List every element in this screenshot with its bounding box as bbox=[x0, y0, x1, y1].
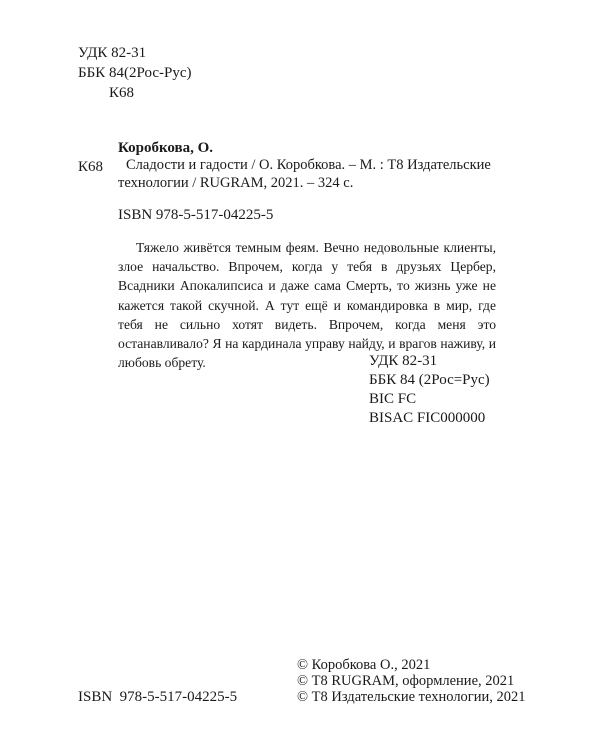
copyright-author: © Коробкова О., 2021 bbox=[297, 657, 431, 673]
class-bisac: BISAC FIC000000 bbox=[369, 410, 486, 426]
class-bic: BIC FC bbox=[369, 391, 417, 407]
header-author-sign: К68 bbox=[109, 85, 135, 101]
header-udk: УДК 82-31 bbox=[78, 45, 147, 61]
copyright-design: © Т8 RUGRAM, оформление, 2021 bbox=[297, 673, 515, 689]
copyright-publisher: © Т8 Издательские технологии, 2021 bbox=[297, 689, 526, 705]
class-bbk: ББК 84 (2Рос=Рус) bbox=[369, 372, 490, 388]
class-udk: УДК 82-31 bbox=[369, 353, 438, 369]
annotation-text: Тяжело живётся темным феям. Вечно недовольные клиенты, злое начальство. Впрочем, когда у тебя в друзьях Цербер, Всадники Апокалипсиса и даже сама Смерть, то жизнь уже не кажется такой скучной. А тут ещё и командировка в мир, где тебя не сильно хотят видеть. Впрочем, когда меня это останавливало? Я на кардинала управу найду, и врагов наживу, и любовь обрету. bbox=[118, 240, 496, 371]
author-name: Коробкова, О. bbox=[118, 140, 214, 156]
entry-author-sign: К68 bbox=[78, 159, 104, 175]
bibliographic-description: Сладости и гадости / О. Коробкова. – М. : Т8 Издательские технологии / RUGRAM, 2021. – 324 с. bbox=[118, 157, 491, 191]
header-bbk: ББК 84(2Рос-Рус) bbox=[78, 65, 192, 81]
footer-isbn: ISBN 978-5-517-04225-5 bbox=[78, 689, 238, 705]
entry-isbn: ISBN 978-5-517-04225-5 bbox=[118, 207, 274, 223]
